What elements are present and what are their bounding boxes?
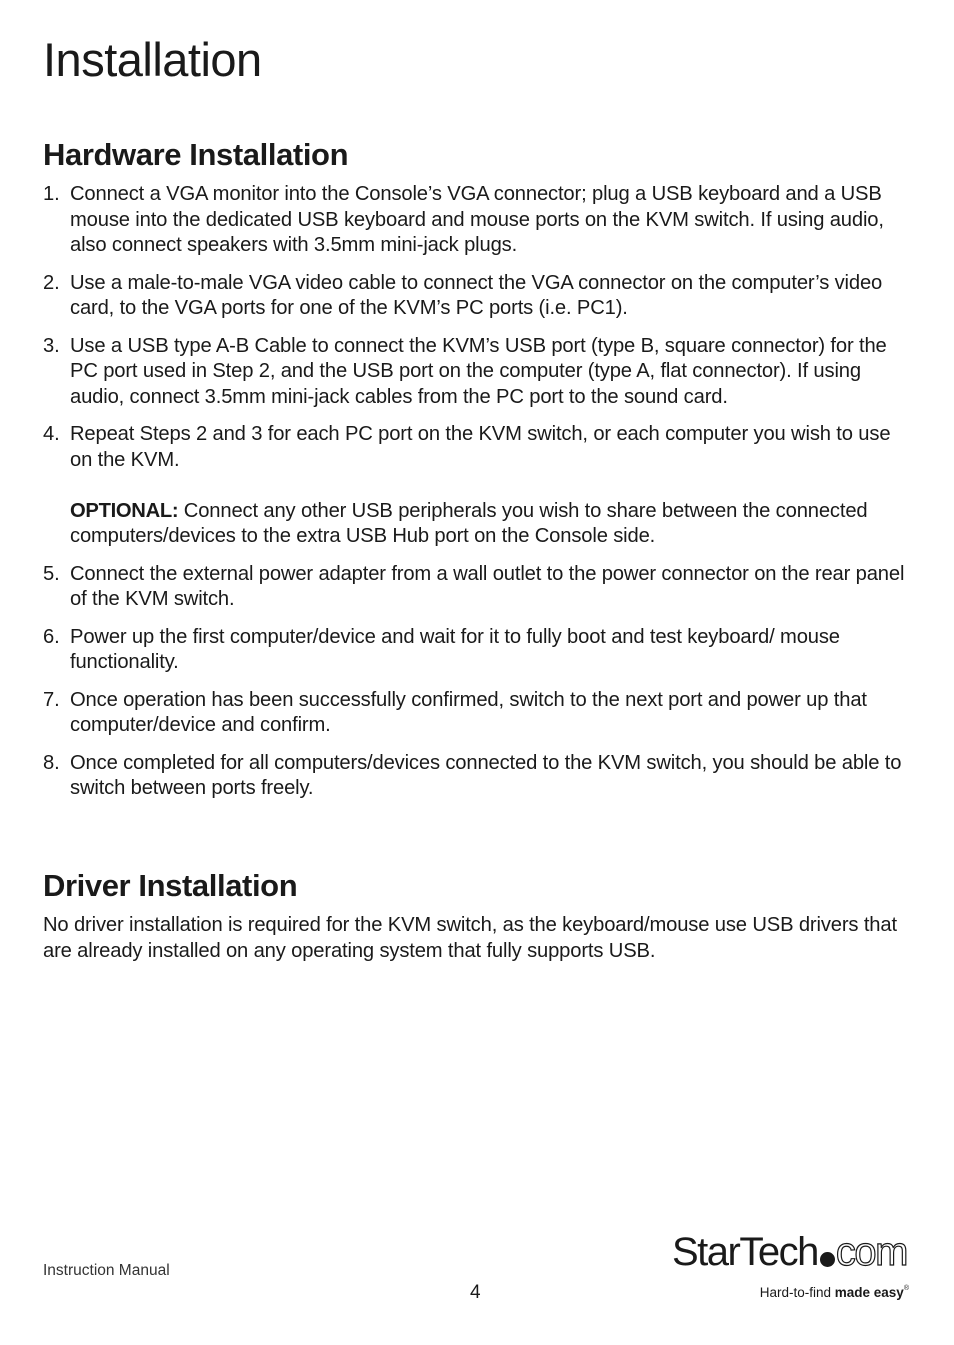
driver-installation-heading: Driver Installation	[43, 868, 298, 903]
step-item	[43, 625, 913, 676]
step-number: 7.	[43, 688, 60, 711]
step-item	[43, 751, 913, 802]
registered-mark: ®	[903, 1285, 909, 1292]
step-number: 3.	[43, 334, 60, 357]
logo-tagline	[760, 1285, 909, 1300]
step-text: Connect a VGA monitor into the Console’s VGA connector; plug a USB keyboard and a USB mouse into the dedicated USB keyboard and mouse ports on the KVM switch. If using audio, also connect speakers with 3.5mm mini-jack plugs.	[70, 183, 884, 256]
step-number: 6.	[43, 625, 60, 648]
logo-wordmark	[672, 1232, 907, 1272]
hardware-steps-list	[43, 182, 913, 814]
step-number: 8.	[43, 751, 60, 774]
step-text: Connect the external power adapter from a wall outlet to the power connector on the rear panel of the KVM switch.	[70, 562, 905, 610]
optional-text: Connect any other USB peripherals you wish to share between the connected computers/devices to the extra USB Hub port on the Console side.	[70, 499, 868, 547]
page-number: 4	[470, 1282, 481, 1303]
footer-document-label: Instruction Manual	[43, 1262, 170, 1279]
step-text: Repeat Steps 2 and 3 for each PC port on the KVM switch, or each computer you wish to use on the KVM.	[70, 423, 891, 471]
driver-installation-text: No driver installation is required for the KVM switch, as the keyboard/mouse use USB drivers that are already installed on any operating system that fully supports USB.	[43, 914, 897, 962]
step-text: Power up the first computer/device and wait for it to fully boot and test keyboard/ mouse functionality.	[70, 625, 840, 673]
hardware-installation-heading: Hardware Installation	[43, 137, 349, 172]
startech-logo	[670, 1232, 915, 1304]
step-item	[43, 688, 913, 739]
step-item	[43, 271, 913, 322]
step-number: 5.	[43, 562, 60, 585]
tagline-regular: Hard-to-find	[759, 1285, 835, 1300]
step-text: Use a male-to-male VGA video cable to connect the VGA connector on the computer’s video card, to the VGA ports for one of the KVM’s PC ports (i.e. PC1).	[70, 271, 883, 319]
tagline-bold: made easy	[834, 1285, 904, 1300]
page-title: Installation	[43, 33, 262, 86]
step-text: Once operation has been successfully confirmed, switch to the next port and power up that computer/device and confirm.	[70, 688, 867, 736]
step-item	[43, 182, 913, 259]
step-number: 1.	[43, 183, 60, 205]
logo-dot-icon	[820, 1252, 835, 1267]
step-number: 4.	[43, 423, 60, 445]
step-item	[43, 422, 913, 550]
logo-name: StarTech	[672, 1230, 818, 1274]
step-item	[43, 562, 913, 613]
logo-domain: com	[835, 1230, 907, 1274]
step-number: 2.	[43, 271, 60, 294]
optional-note	[70, 499, 913, 550]
step-item	[43, 334, 913, 411]
optional-label: OPTIONAL:	[70, 499, 179, 522]
step-text: Use a USB type A-B Cable to connect the KVM’s USB port (type B, square connector) for the PC port used in Step 2, and the USB port on the computer (type A, flat connector). If using audio, connect 3.5mm mini-jack cables from the PC port to the sound card.	[70, 334, 887, 408]
step-text: Once completed for all computers/devices connected to the KVM switch, you should be able to switch between ports freely.	[70, 751, 902, 799]
